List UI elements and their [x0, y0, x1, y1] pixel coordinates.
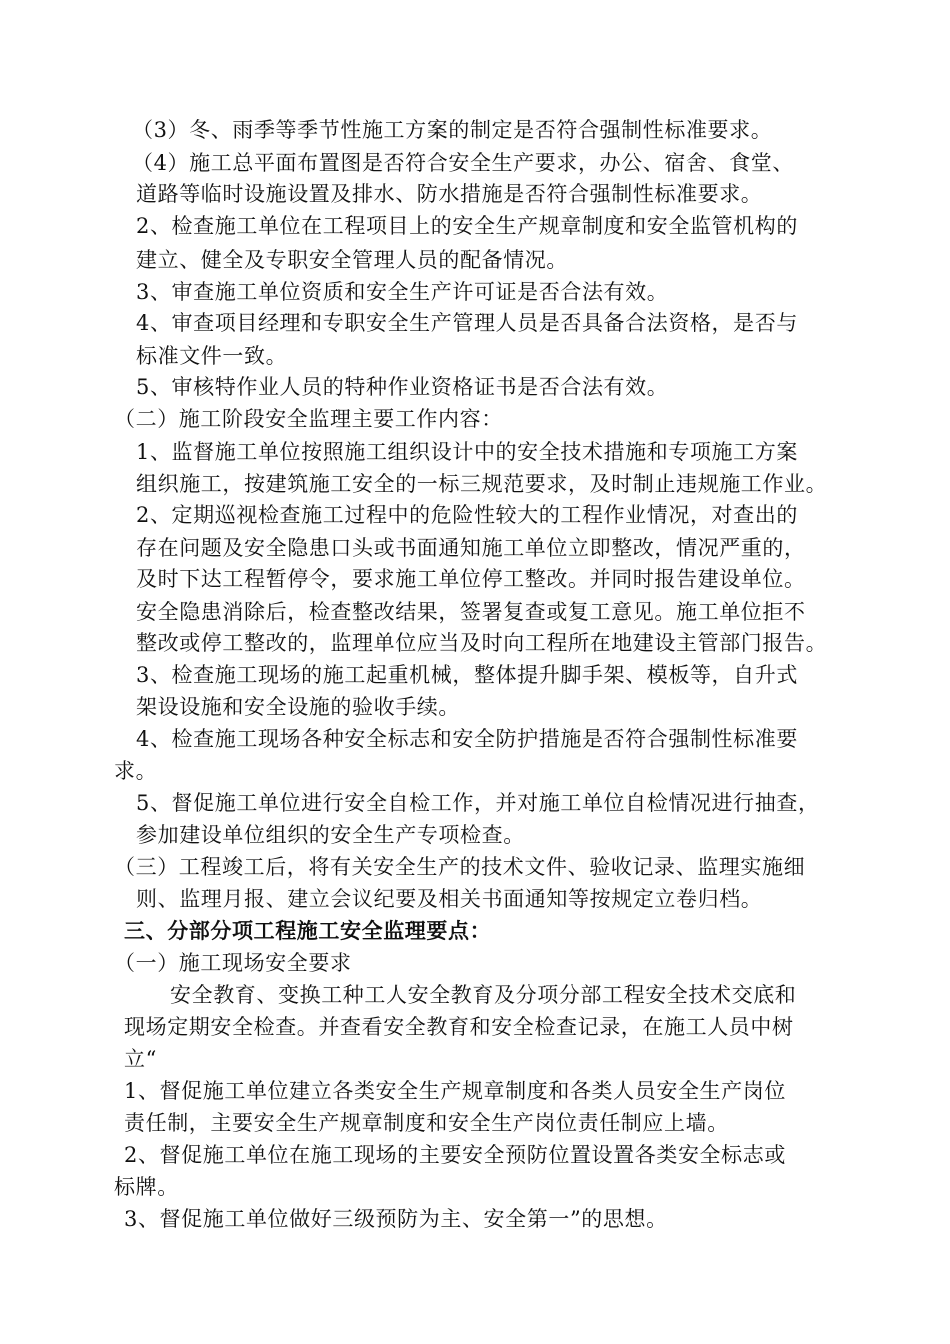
text-line: 现场定期安全检查。并查看安全教育和安全检查记录，在施工人员中树 [124, 1015, 794, 1039]
text-line: 安全隐患消除后，检查整改结果，签署复查或复工意见。施工单位拒不 [136, 600, 806, 624]
text-line: 1、督促施工单位建立各类安全生产规章制度和各类人员安全生产岗位 [124, 1079, 786, 1103]
text-line: 组织施工，按建筑施工安全的一标三规范要求，及时制止违规施工作业。 [136, 472, 828, 496]
text-line: 5、审核特作业人员的特种作业资格证书是否合法有效。 [136, 375, 669, 399]
text-line: 责任制，主要安全生产规章制度和安全生产岗位责任制应上墙。 [124, 1111, 729, 1135]
section-heading: （一）施工现场安全要求 [114, 951, 352, 975]
text-line: 架设设施和安全设施的验收手续。 [136, 695, 460, 719]
text-line: 安全教育、变换工种工人安全教育及分项分部工程安全技术交底和 [170, 983, 797, 1007]
text-line: 求。 [114, 759, 158, 783]
section-heading: （二）施工阶段安全监理主要工作内容： [114, 407, 503, 431]
text-line: （三）工程竣工后，将有关安全生产的技术文件、验收记录、监理实施细 [114, 855, 806, 879]
text-line: （3）冬、雨季等季节性施工方案的制定是否符合强制性标准要求。 [132, 118, 773, 142]
text-line: 5、督促施工单位进行安全自检工作，并对施工单位自检情况进行抽查， [136, 791, 820, 815]
text-line: 存在问题及安全隐患口头或书面通知施工单位立即整改，情况严重的， [136, 536, 806, 560]
text-line: 建立、健全及专职安全管理人员的配备情况。 [136, 248, 568, 272]
text-line: 3、检查施工现场的施工起重机械，整体提升脚手架、模板等，自升式 [136, 663, 798, 687]
text-line: 参加建设单位组织的安全生产专项检查。 [136, 823, 525, 847]
text-line: 4、审查项目经理和专职安全生产管理人员是否具备合法资格，是否与 [136, 311, 798, 335]
text-line: 整改或停工整改的，监理单位应当及时向工程所在地建设主管部门报告。 [136, 631, 828, 655]
text-line: 道路等临时设施设置及排水、防水措施是否符合强制性标准要求。 [136, 182, 763, 206]
text-line: （4）施工总平面布置图是否符合安全生产要求，办公、宿舍、食堂、 [132, 151, 794, 175]
text-line: 3、审查施工单位资质和安全生产许可证是否合法有效。 [136, 280, 669, 304]
text-line: 4、检查施工现场各种安全标志和安全防护措施是否符合强制性标准要 [136, 727, 798, 751]
text-line: 标牌。 [114, 1175, 179, 1199]
text-line: 3、督促施工单位做好三级预防为主、安全第一”的思想。 [124, 1207, 668, 1231]
text-line: 2、定期巡视检查施工过程中的危险性较大的工程作业情况，对查出的 [136, 503, 798, 527]
text-line: 则、监理月报、建立会议纪要及相关书面通知等按规定立卷归档。 [136, 887, 763, 911]
text-line: 1、监督施工单位按照施工组织设计中的安全技术措施和专项施工方案 [136, 440, 798, 464]
text-line: 2、督促施工单位在施工现场的主要安全预防位置设置各类安全标志或 [124, 1143, 786, 1167]
text-line: 立“ [124, 1047, 157, 1071]
main-heading: 三、分部分项工程施工安全监理要点： [124, 918, 492, 943]
text-line: 及时下达工程暂停令，要求施工单位停工整改。并同时报告建设单位。 [136, 567, 806, 591]
text-line: 标准文件一致。 [136, 344, 288, 368]
text-line: 2、检查施工单位在工程项目上的安全生产规章制度和安全监管机构的 [136, 214, 798, 238]
